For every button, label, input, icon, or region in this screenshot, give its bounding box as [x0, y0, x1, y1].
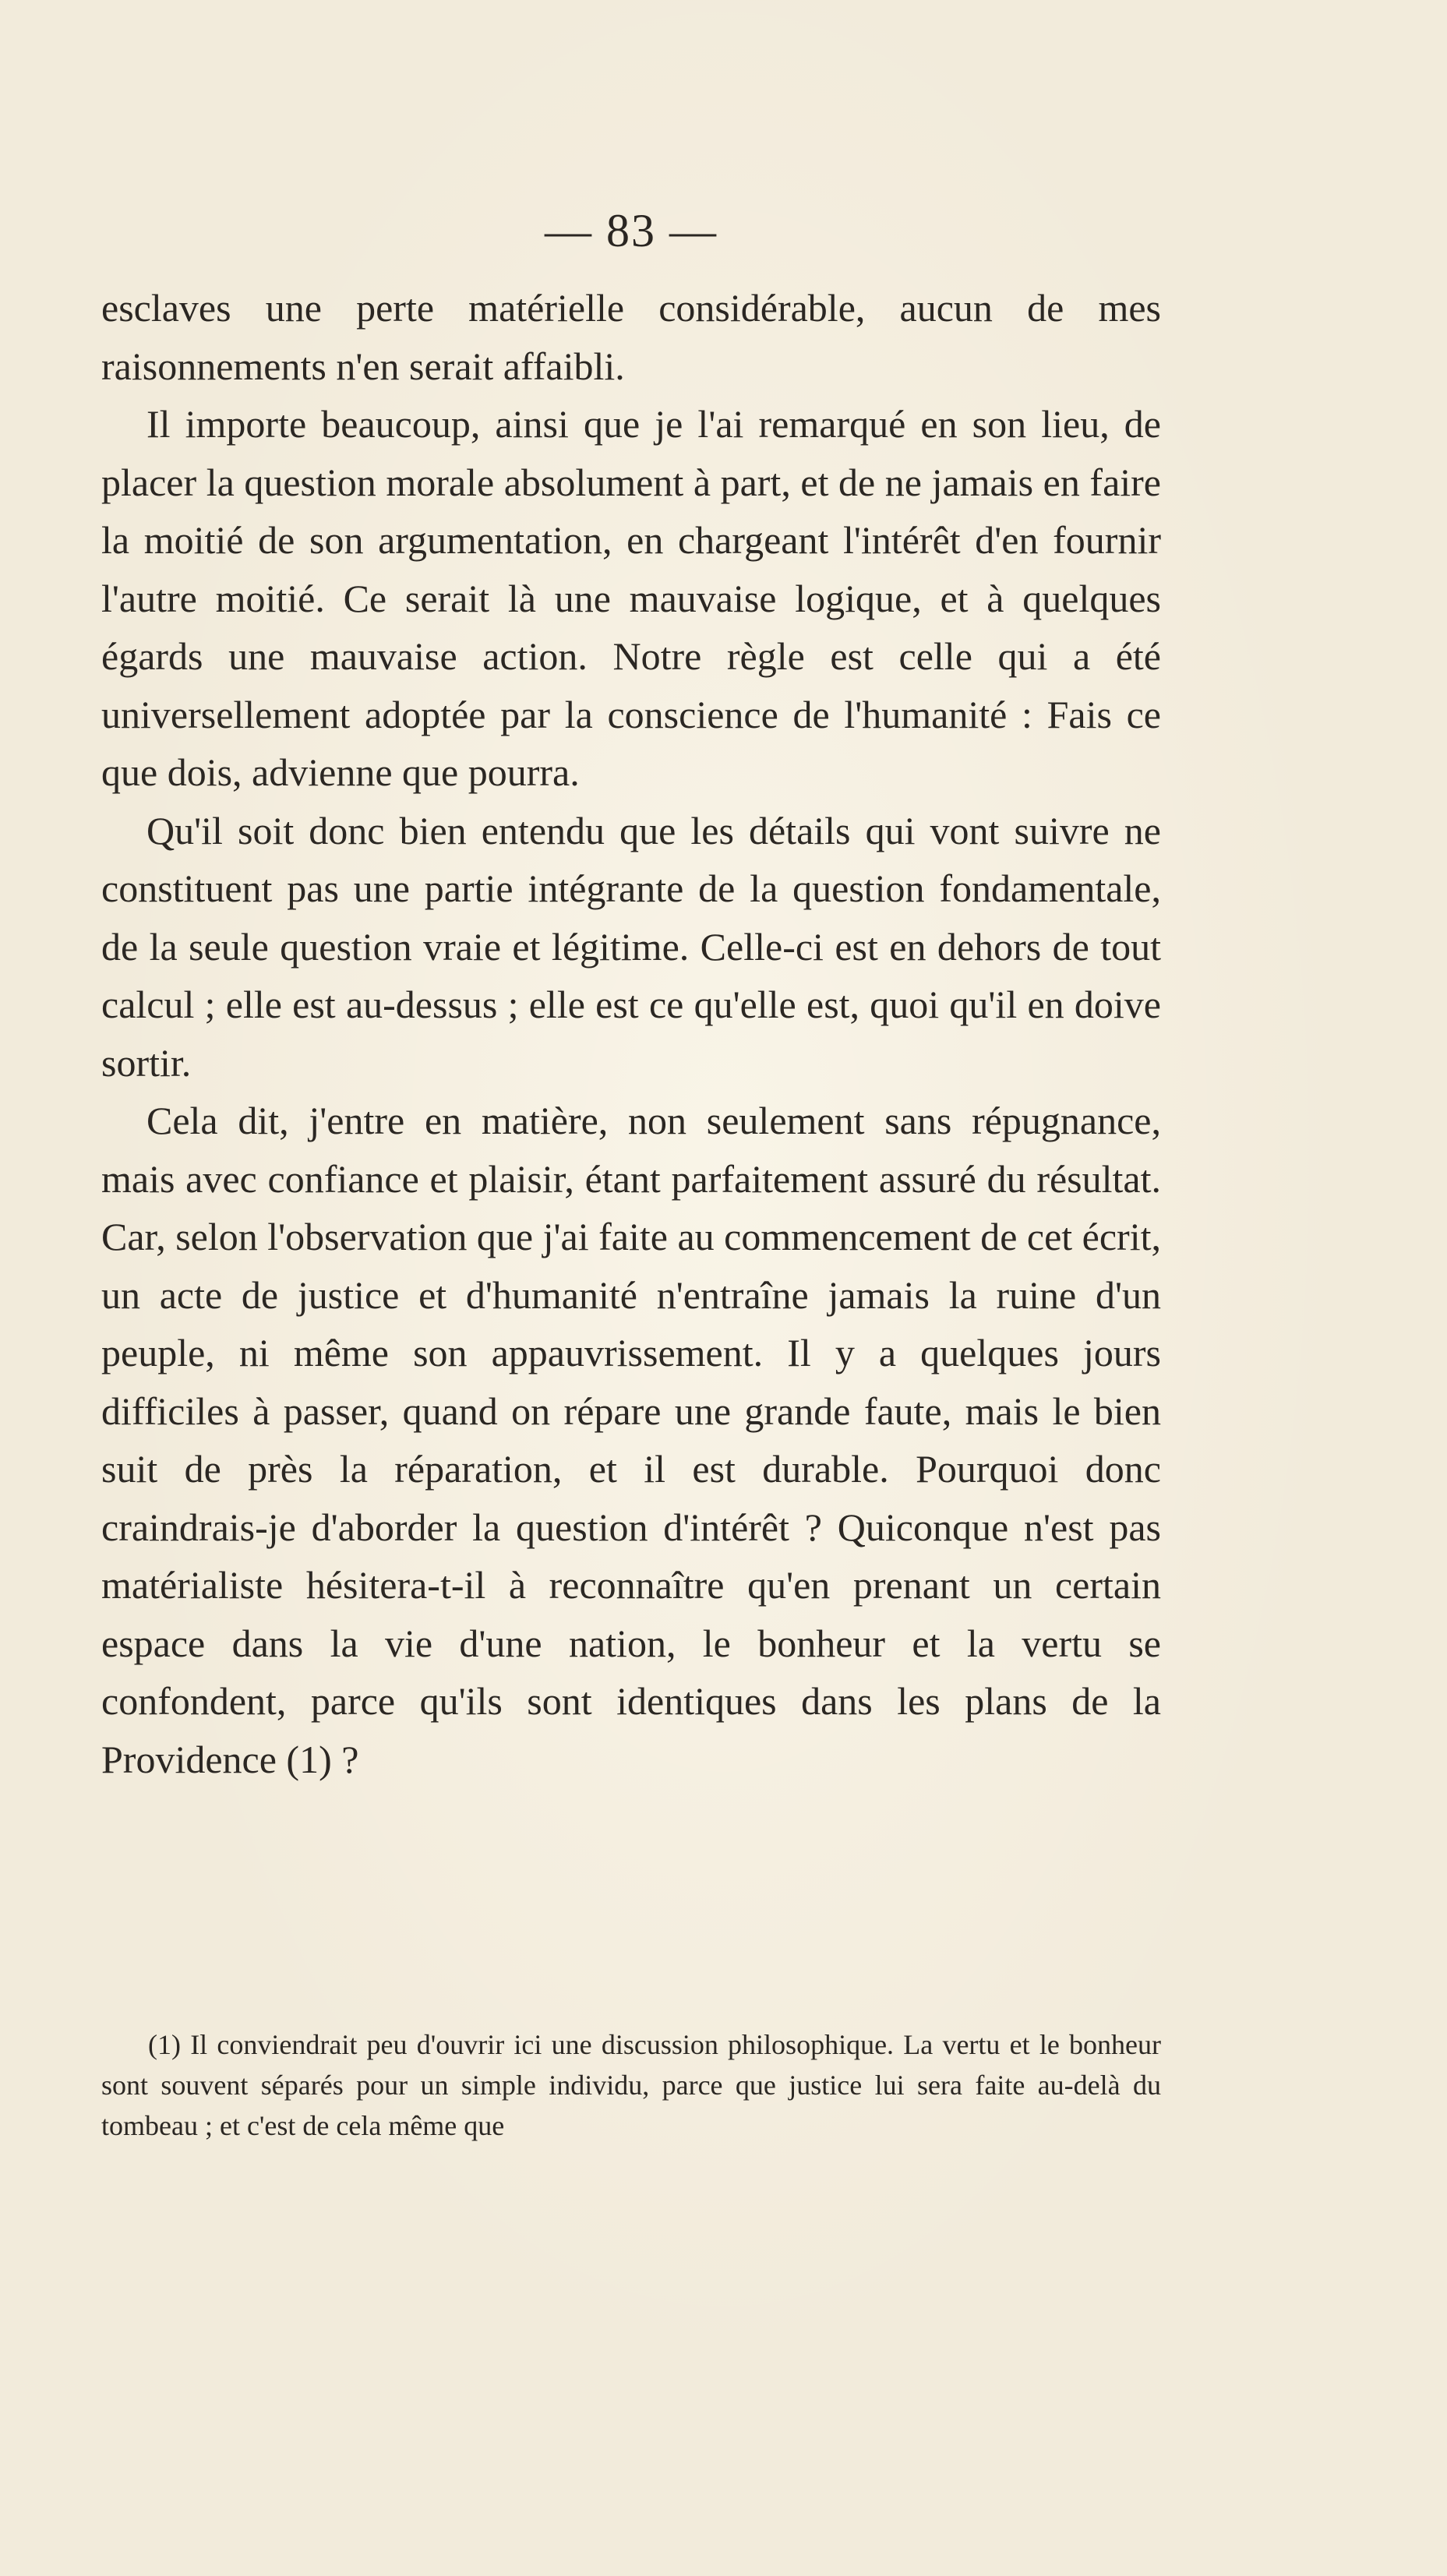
paragraph-3: Qu'il soit donc bien entendu que les détails qui vont suivre ne constituent pas une partie intégrante de la question fondamentale, de la seule question vraie et légitime. Celle-ci est en dehors de tout calcul ; elle est au-dessus ; elle est ce qu'elle est, quoi qu'il en doive sortir. — [101, 808, 1161, 1085]
body-text — [101, 279, 1161, 1788]
footnote — [101, 2024, 1161, 2146]
paragraph-2: Il importe beaucoup, ainsi que je l'ai remarqué en son lieu, de placer la question morale absolument à part, et de ne jamais en faire la moitié de son argumentation, en chargeant l'intérêt d'en fournir l'autre moitié. Ce serait là une mauvaise logique, et à quelques égards une mauvaise action. Notre règle est celle qui a été universellement adoptée par la conscience de l'humanité : Fais ce que dois, advienne que pourra. — [101, 402, 1161, 794]
page-number: — 83 — — [545, 205, 718, 256]
footnote-text: (1) Il conviendrait peu d'ouvrir ici une discussion philosophique. La vertu et le bonheur sont souvent séparés pour un simple individu, parce que justice lui sera faite au-delà du tombeau ; et c'est de cela même que — [101, 2029, 1161, 2141]
paragraph-4: Cela dit, j'entre en matière, non seulement sans répugnance, mais avec confiance et plaisir, étant parfaitement assuré du résultat. Car, selon l'observation que j'ai faite au commencement de cet écrit, un acte de justice et d'humanité n'entraîne jamais la ruine d'un peuple, ni même son appauvrissement. Il y a quelques jours difficiles à passer, quand on répare une grande faute, mais le bien suit de près la réparation, et il est durable. Pourquoi donc craindrais-je d'aborder la question d'intérêt ? Quiconque n'est pas matérialiste hésitera-t-il à reconnaître qu'en prenant un certain espace dans la vie d'une nation, le bonheur et la vertu se confondent, parce qu'ils sont identiques dans les plans de la Providence (1) ? — [101, 1099, 1161, 1781]
paragraph-1: esclaves une perte matérielle considérable, aucun de mes raisonnements n'en serait affaibli. — [101, 286, 1161, 388]
